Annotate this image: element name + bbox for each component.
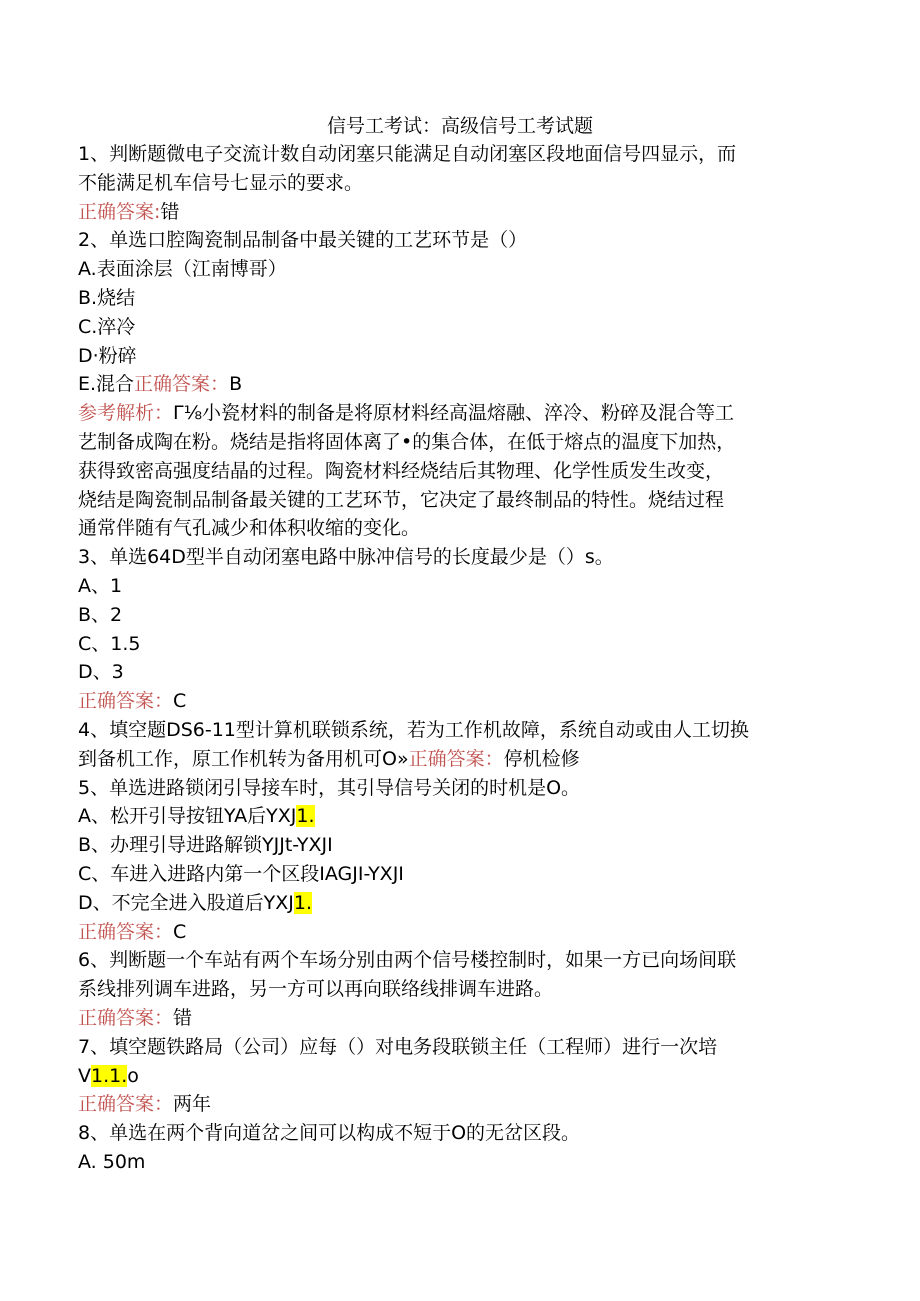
answer-value: C xyxy=(173,690,187,713)
q6-line-2: 系线排列调车进路，另一方可以再向联络线排调车进路。 xyxy=(78,978,554,1001)
q5-option-d xyxy=(78,889,838,918)
q3-option-c: C、1.5 xyxy=(78,632,141,655)
q5-option-b: B、办理引导进路解锁YJJt-YXJI xyxy=(78,834,333,857)
q5-stem: 5、单选进路锁闭引导接车时，其引导信号关闭的时机是O。 xyxy=(78,776,581,799)
q2-stem: 2、单选口腔陶瓷制品制备中最关键的工艺环节是（） xyxy=(78,229,528,252)
document-title: 信号工考试：高级信号工考试题 xyxy=(326,115,593,137)
answer-value: 错 xyxy=(160,200,180,223)
q6-answer xyxy=(78,1004,838,1033)
q5-option-a-text: A、松开引导按钮YA后YXJ xyxy=(78,805,297,828)
answer-value: 两年 xyxy=(173,1093,212,1116)
answer-label: 正确答案： xyxy=(78,1006,174,1029)
q2-analysis-4: 烧结是陶瓷制品制备最关键的工艺环节，它决定了最终制品的特性。烧结过程 xyxy=(78,488,725,511)
answer-label: 正确答案： xyxy=(78,1093,174,1116)
q7-line-2-pre: V xyxy=(78,1064,91,1087)
q6-line-1: 6、判断题一个车站有两个车场分别由两个信号楼控制时，如果一方已向场间联 xyxy=(78,949,737,972)
q2-analysis-3: 获得致密高强度结晶的过程。陶瓷材料经烧结后其物理、化学性质发生改变， xyxy=(78,459,725,482)
q7-answer xyxy=(78,1090,838,1119)
q2-option-b: B.烧结 xyxy=(78,286,136,309)
answer-label: 正确答案: xyxy=(78,200,161,223)
q8-option-a: A. 50m xyxy=(78,1150,146,1173)
q5-option-a xyxy=(78,802,838,831)
q4-line-2: 到备机工作，原工作机转为备用机可O» xyxy=(78,747,409,770)
q1-line-1: 1、判断题微电子交流计数自动闭塞只能满足自动闭塞区段地面信号四显示，而 xyxy=(78,143,737,165)
answer-value: 停机检修 xyxy=(503,747,580,770)
answer-label: 正确答案： xyxy=(78,920,174,943)
analysis-label: 参考解析： xyxy=(78,402,174,425)
answer-label: 正确答案： xyxy=(408,747,504,770)
q5-answer xyxy=(78,918,838,947)
q2-option-e-answer xyxy=(78,370,838,399)
q4-line-1: 4、填空题DS6-11型计算机联锁系统，若为工作机故障，系统自动或由人工切换 xyxy=(78,718,749,741)
q2-analysis-5: 通常伴随有气孔减少和体积收缩的变化。 xyxy=(78,517,421,540)
q2-option-a: A.表面涂层（江南博哥） xyxy=(78,258,287,281)
q2-option-d: D·粉碎 xyxy=(78,344,137,367)
document-body xyxy=(78,140,838,1177)
q1-line-2: 不能满足机车信号七显示的要求。 xyxy=(78,171,364,194)
answer-label: 正确答案： xyxy=(134,373,230,396)
q7-line-2 xyxy=(78,1062,838,1091)
q8-stem: 8、单选在两个背向道岔之间可以构成不短于O的无岔区段。 xyxy=(78,1122,581,1145)
answer-value: B xyxy=(229,373,243,396)
q1-answer xyxy=(78,198,838,227)
highlight-mark: 1. xyxy=(296,805,315,828)
q2-option-e: E.混合 xyxy=(78,373,135,396)
answer-value: C xyxy=(173,920,187,943)
q3-option-b: B、2 xyxy=(78,603,123,626)
highlight-mark: 1. xyxy=(293,891,312,914)
q3-option-a: A、1 xyxy=(78,574,123,597)
q3-answer xyxy=(78,687,838,716)
q2-analysis-1 xyxy=(78,399,838,428)
q2-option-c: C.淬冷 xyxy=(78,315,136,338)
analysis-text: Γ⅛小瓷材料的制备是将原材料经高温熔融、淬冷、粉碎及混合等工 xyxy=(173,402,735,425)
answer-label: 正确答案： xyxy=(78,690,174,713)
q7-line-1: 7、填空题铁路局（公司）应每（）对电务段联锁主任（工程师）进行一次培 xyxy=(78,1035,718,1058)
q5-option-d-text: D、不完全进入股道后YXJ xyxy=(78,891,294,914)
q5-option-c: C、车进入进路内第一个区段IAGJI-YXJI xyxy=(78,862,404,885)
q4-line-2-answer xyxy=(78,745,838,774)
q7-line-2-post: o xyxy=(127,1064,139,1087)
q3-option-d: D、3 xyxy=(78,661,124,684)
q3-stem: 3、单选64D型半自动闭塞电路中脉冲信号的长度最少是（）s。 xyxy=(78,546,614,569)
highlight-mark: 1.1. xyxy=(91,1064,128,1087)
answer-value: 错 xyxy=(173,1006,193,1029)
q2-analysis-2: 艺制备成陶在粉。烧结是指将固体离了•的集合体，在低于熔点的温度下加热， xyxy=(78,430,736,453)
